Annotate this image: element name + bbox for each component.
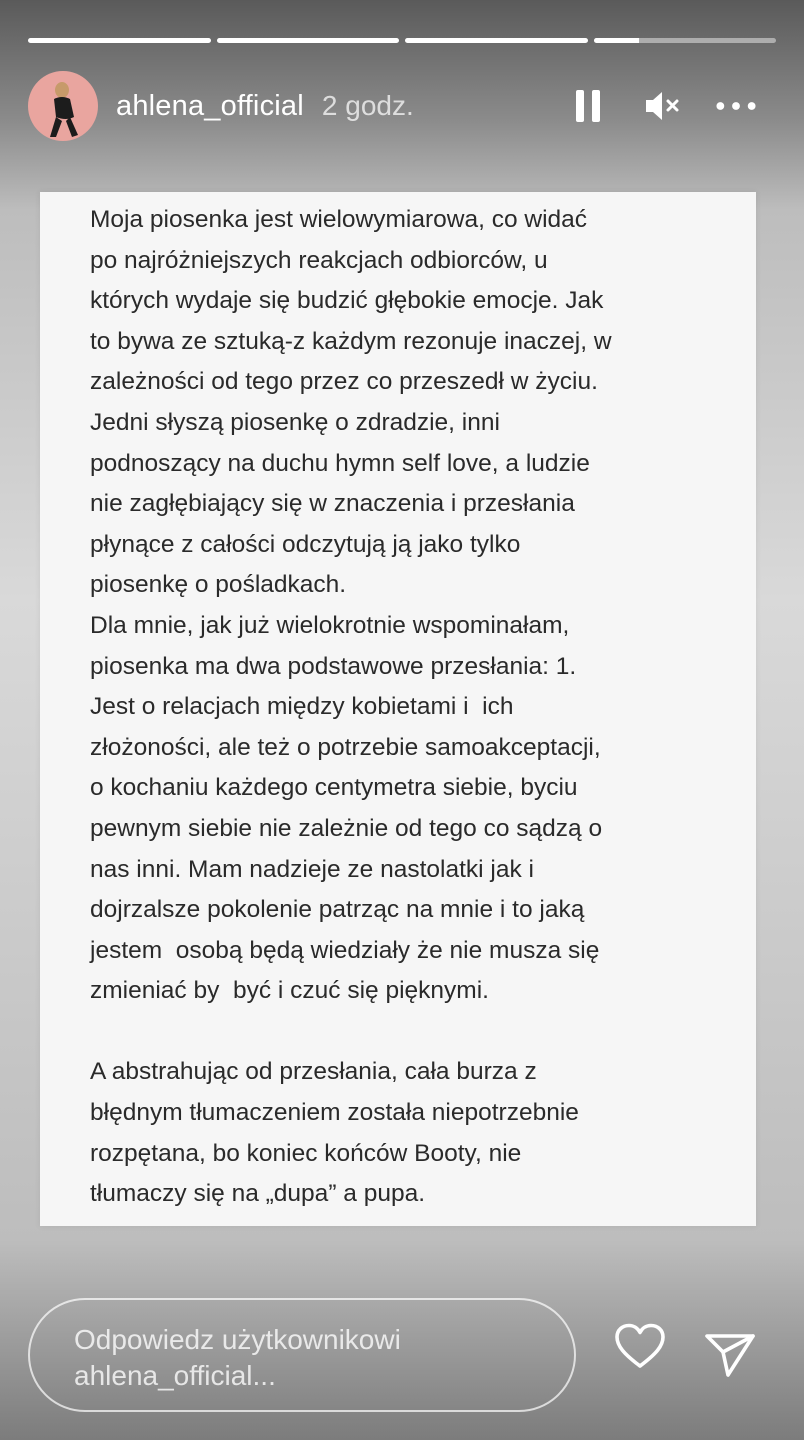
story-progress	[28, 38, 776, 43]
progress-segment	[594, 38, 777, 43]
mute-icon[interactable]	[642, 86, 682, 126]
avatar[interactable]	[28, 71, 98, 141]
progress-fill	[28, 38, 211, 43]
pause-icon[interactable]	[568, 86, 608, 126]
progress-segment	[217, 38, 400, 43]
progress-segment	[405, 38, 588, 43]
more-icon[interactable]	[716, 86, 756, 126]
send-icon[interactable]	[702, 1326, 758, 1382]
heart-icon[interactable]	[612, 1318, 668, 1374]
progress-fill	[405, 38, 588, 43]
reply-input[interactable]: Odpowiedz użytkownikowi ahlena_official...	[28, 1298, 576, 1412]
header-controls	[568, 86, 776, 126]
progress-fill	[594, 38, 640, 43]
avatar-figure	[44, 81, 84, 139]
story-footer	[28, 1298, 776, 1416]
story-text: Moja piosenka jest wielowymiarowa, co widać po najróżniejszych reakcjach odbiorców, u których wydaje się budzić głębokie emocje. Jak to bywa ze sztuką-z każdym rezonuje inaczej, w zależności od tego przez co przeszedł w życiu. Jedni słyszą piosenkę o zdradzie, inni podnoszący na duchu hymn self love, a ludzie nie zagłębiający się w znaczenia i przesłania płynące z całości odczytują ją jako tylko piosenkę o pośladkach. Dla mnie, jak już wielokrotnie wspominałam, piosenka ma dwa podstawowe przesłania: 1. Jest o relacjach między kobietami i ich złożoności, ale też o potrzebie samoakceptacji, o kochaniu każdego centymetra siebie, byciu pewnym siebie nie zależnie od tego co sądzą o nas inni. Mam nadzieje ze nastolatki jak i dojrzalsze pokolenie patrząc na mnie i to jaką jestem osobą będą wiedziały że nie musza się zmieniać by być i czuć się pięknymi. A abstrahując od przesłania, cała burza z błędnym tłumaczeniem została niepotrzebnie rozpętana, bo koniec końców Booty, nie tłumaczy się na „dupa” a pupa.	[90, 206, 612, 1208]
post-time: 2 godz.	[321, 90, 414, 121]
username[interactable]: ahlena_official	[116, 89, 304, 122]
story-text-card	[40, 192, 756, 1226]
story-header	[28, 70, 776, 142]
progress-segment	[28, 38, 211, 43]
progress-fill	[217, 38, 400, 43]
